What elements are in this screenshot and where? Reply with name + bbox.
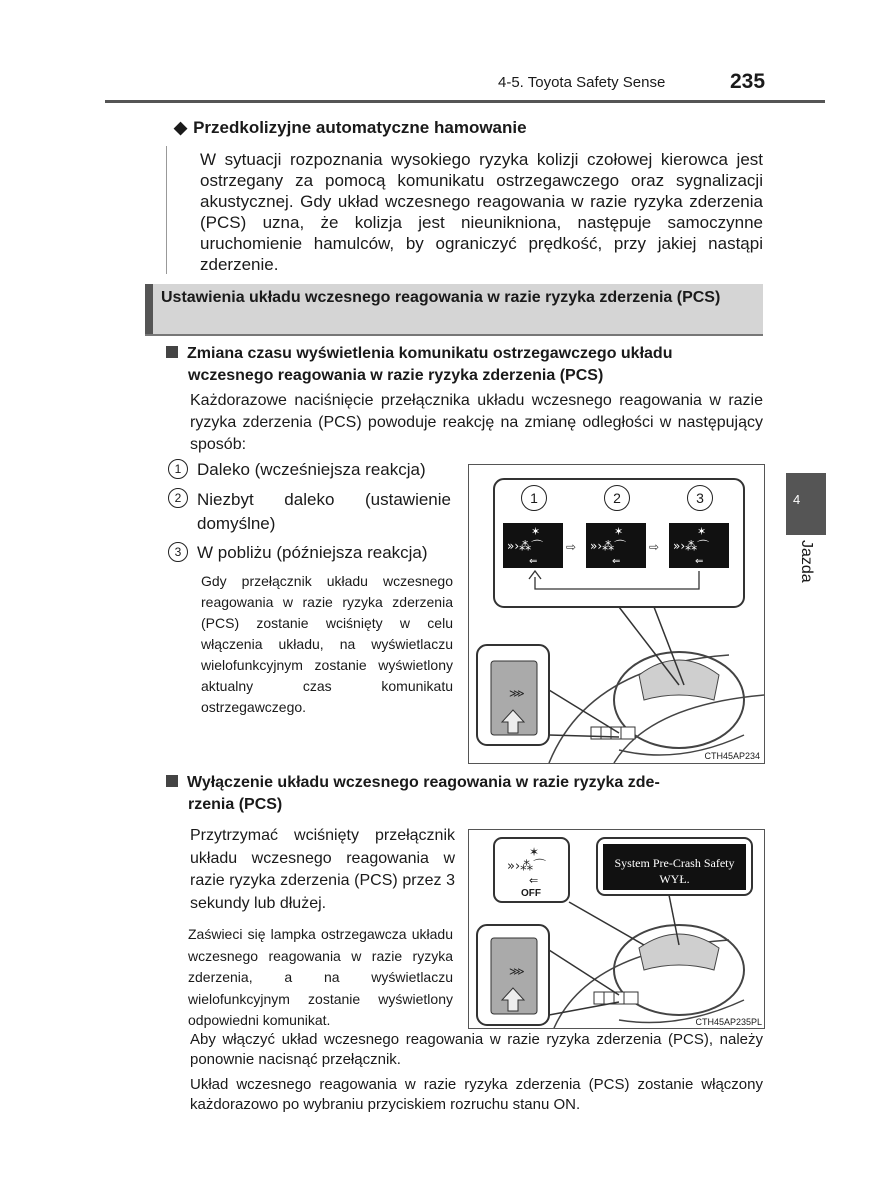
svg-text:✶: ✶	[529, 845, 540, 859]
svg-text:⇐: ⇐	[695, 556, 704, 567]
bottom-paragraph-2: Układ wczesnego reagowania w razie ryzyka zderzenia (PCS) zostanie włączony każdorazowo po wybraniu przyciskiem rozruchu stanu ON.	[190, 1076, 763, 1113]
circled-number: 2	[168, 488, 188, 508]
chapter-label: Jazda	[798, 540, 815, 583]
intro-heading	[174, 118, 527, 138]
list-item	[168, 458, 426, 482]
figure-label-1: 1	[521, 485, 547, 511]
figure-label-2: 2	[604, 485, 630, 511]
sub1-heading	[166, 343, 766, 387]
list-item-text: Daleko (wcześniejsza reakcja)	[197, 460, 426, 479]
svg-text:⇨: ⇨	[566, 540, 577, 554]
svg-text:✶: ✶	[614, 525, 624, 538]
square-bullet-icon	[166, 775, 178, 787]
header-rule	[105, 100, 825, 103]
sub1-note: Gdy przełącznik układu wczesnego reagowania w razie ryzyka zderzenia (PCS) zostanie wciśnięty w celu włączenia układu, na wyświetlaczu wielofunkcyjnym zostanie wyświetlony aktualny czas komunikatu ostrzegawczego.	[201, 573, 453, 715]
svg-text:⇐: ⇐	[612, 556, 621, 567]
sub1-heading-line2: wczesnego reagowania w razie ryzyka zderzenia (PCS)	[188, 367, 604, 384]
pcs-off-figure	[468, 829, 765, 1029]
off-label: OFF	[521, 888, 541, 899]
square-bullet-icon	[166, 346, 178, 358]
chapter-number: 4	[793, 492, 801, 507]
sub1-text: Każdorazowe naciśnięcie przełącznika układu wczesnego reagowania w razie ryzyka zderzenia (PCS) powoduje reakcję na zmianę odległości w następujący sposób:	[190, 392, 763, 453]
list-item	[168, 488, 453, 536]
svg-text:»›⁂⌒: »›⁂⌒	[507, 859, 547, 874]
list-item	[168, 541, 428, 565]
svg-text:⇐: ⇐	[529, 556, 538, 567]
sub2-text: Przytrzymać wciśnięty przełącznik układu wczesnego reagowania w razie ryzyka zderzenia (PCS) przez 3 sekundy lub dłużej.	[190, 827, 455, 912]
circled-number: 1	[168, 459, 188, 479]
bottom-paragraph-1: Aby włączyć układ wczesnego reagowania w razie ryzyka zderzenia (PCS), należy ponownie nacisnąć przełącznik.	[190, 1031, 763, 1068]
intro-margin-line	[166, 146, 167, 274]
chapter-tab	[786, 473, 826, 535]
intro-text: W sytuacji rozpoznania wysokiego ryzyka kolizji czołowej kierowca jest ostrzegany za pomocą komunikatu ostrzegawczego oraz sygnalizacji akustycznej. Gdy układ wczesnego reagowania w razie ryzyka zderzenia (PCS) uzna, że kolizja jest nieunikniona, następuje samoczynne uruchomienie hamulców, by ograniczyć prędkość, przy jakiej nastąpi zderzenie.	[200, 150, 763, 274]
svg-text:✶: ✶	[531, 525, 541, 538]
display-line1: System Pre-Crash Safety	[614, 856, 735, 870]
figure-code: CTH45AP234	[704, 751, 760, 761]
svg-text:⇨: ⇨	[649, 540, 660, 554]
sub2-note: Zaświeci się lampka ostrzegawcza układu wczesnego reagowania w razie ryzyka zderzenia, a na wyświetlaczu wielofunkcyjnym zostanie wyświetlony odpowiedni komunikat.	[188, 926, 453, 1028]
running-header: 4-5. Toyota Safety Sense	[498, 74, 666, 91]
figure-code: CTH45AP235PL	[695, 1017, 762, 1027]
section-title: Ustawienia układu wczesnego reagowania w razie ryzyka zderzenia (PCS)	[161, 289, 721, 306]
svg-text:»›⁂⌒: »›⁂⌒	[673, 539, 710, 553]
list-item-text: Niezbyt daleko (ustawienie domyślne)	[197, 490, 451, 533]
svg-text:✶: ✶	[697, 525, 707, 538]
pcs-timing-figure	[468, 464, 765, 764]
figure-label-3: 3	[687, 485, 713, 511]
intro-heading-text: Przedkolizyjne automatyczne hamowanie	[193, 118, 527, 137]
section-accent	[145, 284, 153, 334]
svg-text:»›⁂⌒: »›⁂⌒	[590, 539, 627, 553]
sub2-heading-line1: Wyłączenie układu wczesnego reagowania w razie ryzyka zde-	[187, 774, 660, 791]
svg-text:»›⁂⌒: »›⁂⌒	[507, 539, 544, 553]
circled-number: 3	[168, 542, 188, 562]
diamond-bullet-icon: ◆	[174, 118, 188, 137]
svg-text:⋙: ⋙	[509, 687, 525, 700]
sub2-heading	[166, 772, 766, 816]
list-item-text: W pobliżu (późniejsza reakcja)	[197, 543, 428, 562]
sub2-heading-line2: rzenia (PCS)	[188, 796, 283, 813]
section-title-bar	[145, 284, 763, 336]
svg-text:⇐: ⇐	[529, 874, 539, 887]
display-line2: WYŁ.	[659, 872, 690, 886]
svg-text:⋙: ⋙	[509, 965, 525, 978]
page-number: 235	[730, 70, 766, 93]
sub1-heading-line1: Zmiana czasu wyświetlenia komunikatu ostrzegawczego układu	[187, 345, 673, 362]
